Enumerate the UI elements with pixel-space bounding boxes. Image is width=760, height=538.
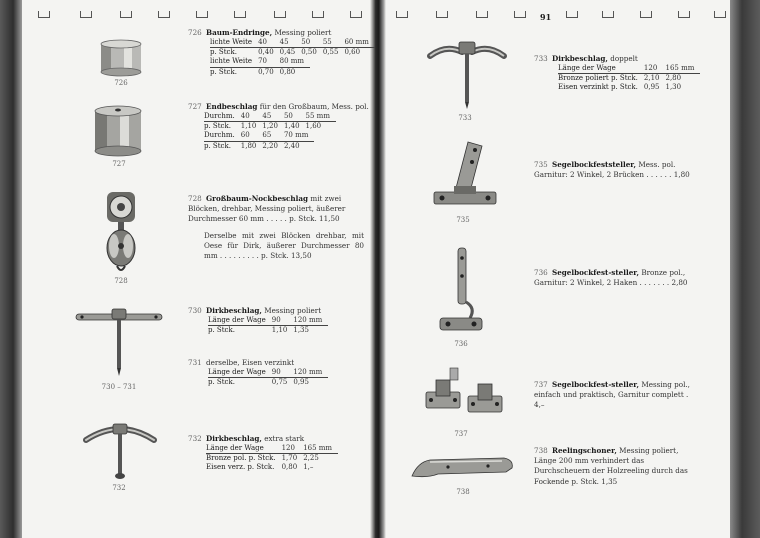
figure-label: 728 <box>114 277 128 285</box>
price-table: Länge der Wage 120 165 mm Bronze pol. p. Stck. 1,70 2,25 Eisen verz. p. Stck. 0,80 1,– <box>206 444 338 472</box>
price-table: Länge der Wage 90 120 mm p. Stck. 0,75 0,95 <box>208 368 328 387</box>
page-marker <box>602 11 614 18</box>
price-table: Durchm. 40 45 50 55 mm p. Stck. 1,10 1,20 1,40 1,60 <box>204 112 336 131</box>
right-page-edge <box>730 0 760 538</box>
cylindrical-cap-icon <box>92 103 144 158</box>
page-marker <box>566 11 578 18</box>
book-gutter <box>370 0 386 538</box>
figure-label: 726 <box>114 79 128 87</box>
cylindrical-ring-icon <box>98 38 144 78</box>
page-marker <box>350 11 362 18</box>
page-marker <box>120 11 132 18</box>
page-marker <box>80 11 92 18</box>
figure-label: 737 <box>454 430 468 438</box>
page-marker <box>714 11 726 18</box>
catalog-entry: 735 Segelbockfeststeller, Mess. pol. Garnitur: 2 Winkel, 2 Brücken . . . . . . 1,80 <box>534 160 690 180</box>
curved-bracket-icon <box>82 420 158 482</box>
catalog-entry: 732 Dirkbeschlag, extra stark Länge der Wage 120 165 mm Bronze pol. p. Stck. 1,70 2,25 Eisen verz. p. Stck. 0,80 1,– <box>188 434 368 473</box>
page-marker <box>396 11 408 18</box>
catalog-entry: 736 Segelbockfest-steller, Bronze pol., Garnitur: 2 Winkel, 2 Haken . . . . . . . 2,80 <box>534 268 688 288</box>
left-page <box>30 0 370 538</box>
figure-label: 732 <box>112 484 126 492</box>
page-marker <box>678 11 690 18</box>
page-marker <box>436 11 448 18</box>
figure-label: 736 <box>454 340 468 348</box>
page-marker <box>196 11 208 18</box>
page-marker <box>312 11 324 18</box>
catalog-entry: 730 Dirkbeschlag, Messing poliert Länge der Wage 90 120 mm p. Stck. 1,10 1,35 <box>188 306 368 335</box>
catalog-entry: 737 Segelbockfest-steller, Messing pol., einfach und praktisch, Garnitur complett . 4,– <box>534 380 690 410</box>
page-marker <box>274 11 286 18</box>
left-page-edge <box>0 0 22 538</box>
page-marker <box>476 11 488 18</box>
right-page <box>388 0 730 538</box>
figure-label: 733 <box>458 114 472 122</box>
price-table: Durchm. 60 65 70 mm p. Stck. 1,80 2,20 2,40 <box>204 131 314 150</box>
sail-fitting-hinge-icon <box>430 140 500 212</box>
page-marker <box>514 11 526 18</box>
catalog-entry: 727 Endbeschlag für den Großbaum, Mess. pol. Durchm. 40 45 50 55 mm p. Stck. 1,10 1,20 1,40 1,60 Durchm. 60 65 70 mm p. Stck. 1,80 2,20 2,40 <box>188 102 369 150</box>
page-marker <box>234 11 246 18</box>
catalog-entry: 726 Baum-Endringe, Messing poliert lichte Weite 40 45 50 55 60 mm p. Stck. 0,40 0,45 0,50 0,55 0,60 lichte Weite 70 80 mm p. Stck. 0,70 0,80 <box>188 28 368 77</box>
price-table: Länge der Wage 120 165 mm Bronze poliert p. Stck. 2,10 2,80 Eisen verzinkt p. Stck. 0,95 1,30 <box>558 64 700 92</box>
double-bracket-icon <box>426 38 508 110</box>
catalog-entry: 733 Dirkbeschlag, doppelt Länge der Wage 120 165 mm Bronze poliert p. Stck. 2,10 2,80 Eisen verzinkt p. Stck. 0,95 1,30 <box>534 54 724 93</box>
sail-fitting-pair-icon <box>424 366 506 418</box>
figure-label: 738 <box>456 488 470 496</box>
figure-label: 727 <box>112 160 126 168</box>
figure-label: 730 – 731 <box>101 383 137 391</box>
railing-guard-icon <box>408 452 518 486</box>
price-table: Länge der Wage 90 120 mm p. Stck. 1,10 1,35 <box>208 316 328 335</box>
pulley-block-icon <box>102 188 140 276</box>
sail-fitting-hook-icon <box>436 246 486 338</box>
t-bracket-icon <box>74 306 164 378</box>
page-number: 91 <box>540 12 552 22</box>
catalog-entry: 731 derselbe, Eisen verzinkt Länge der Wage 90 120 mm p. Stck. 0,75 0,95 <box>188 358 368 387</box>
price-table: lichte Weite 40 45 50 55 60 mm p. Stck. 0,40 0,45 0,50 0,55 0,60 <box>210 38 375 57</box>
page-marker <box>38 11 50 18</box>
price-table: lichte Weite 70 80 mm p. Stck. 0,70 0,80 <box>210 57 310 76</box>
catalog-entry: 728 Großbaum-Nockbeschlag mit zwei Blöcken, drehbar, Messing poliert, äußerer Durchmesser 60 mm . . . . . p. Stck. 11,50 Derselbe mit zwei Blöcken drehbar, mit Oese für Dirk, äußerer Durchmesser 80 mm . . . . . . . . . p. Stck. 13,50 <box>188 194 364 261</box>
page-marker <box>640 11 652 18</box>
catalog-entry: 738 Reelingschoner, Messing poliert, Länge 200 mm verhindert das Durchscheuern der Holzreeling durch das Fockende p. Stck. 1,35 <box>534 446 688 486</box>
page-marker <box>158 11 170 18</box>
figure-label: 735 <box>456 216 470 224</box>
